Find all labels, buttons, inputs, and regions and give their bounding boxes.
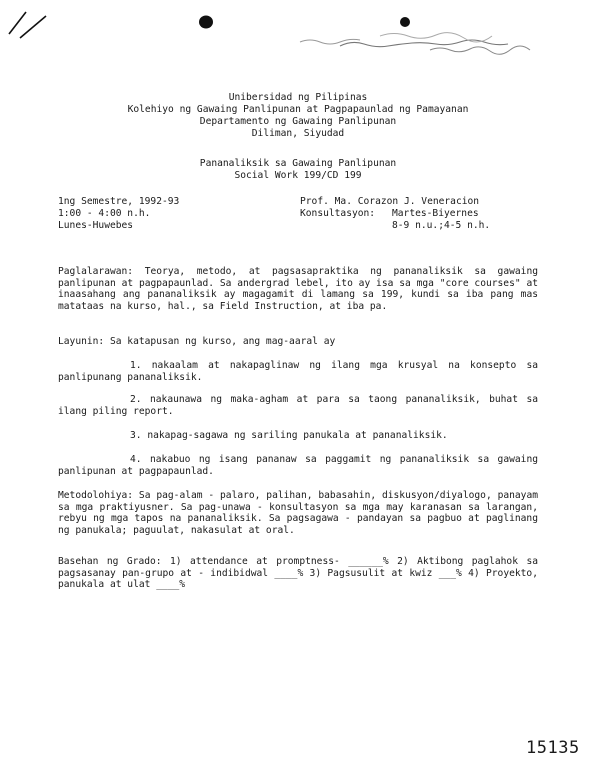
objective-item: 1. nakaalam at nakapaglinaw ng ilang mga krusyal na konsepto sa panlipunang pananaliksik.: [58, 360, 538, 383]
department-name: Departamento ng Gawaing Panlipunan: [199, 116, 397, 127]
grading-paragraph: Basehan ng Grado: 1) attendance at promptness- ______% 2) Aktibong paglahok sa pagsasanay pan-grupo at - indibidwal ____% 3) Pagsusulit at kwiz ___% 4) Proyekto, panukala at ulat ____%: [58, 556, 538, 591]
course-code: Social Work 199/CD 199: [234, 170, 362, 181]
semester: 1ng Semestre, 1992-93: [58, 196, 180, 207]
class-time: 1:00 - 4:00 n.h.: [58, 208, 151, 219]
location: Diliman, Siyudad: [251, 128, 345, 139]
objective-item: 3. nakapag-sagawa ng sariling panukala at pananaliksik.: [130, 430, 448, 441]
faint-handwriting-scribble: [280, 16, 570, 56]
description-paragraph: Paglalarawan: Teorya, metodo, at pagsasapraktika ng pananaliksik sa gawaing panlipunan at pagpapaunlad. Sa andergrad lebel, ito ay isa sa mga "core courses" at inaasahang ang pananaliksik ay magagamit di lamang sa 199, kundi sa iba pang mas matataas na kurso, hal., sa Field Instruction, at iba pa.: [58, 266, 538, 312]
consultation-time: 8-9 n.u.;4-5 n.h.: [392, 220, 491, 231]
university-name: Unibersidad ng Pilipinas: [228, 92, 368, 103]
college-name: Kolehiyo ng Gawaing Panlipunan at Pagpapaunlad ng Pamayanan: [127, 104, 469, 115]
objective-item: 4. nakabuo ng isang pananaw sa paggamit ng pananaliksik sa gawaing panlipunan at pagpapaunlad.: [58, 454, 538, 477]
document-number: 15135: [526, 738, 580, 758]
methodology-paragraph: Metodolohiya: Sa pag-alam - palaro, palihan, babasahin, diskusyon/diyalogo, panayam sa mga praktiyusner. Sa pag-unawa - konsultasyon sa mga may karanasan sa larangan, rebyu ng mga tapos na pananaliksik. Sa pagsagawa - pandayan sa pagbuo at paglinang ng panukala; paguulat, nakasulat at oral.: [58, 490, 538, 536]
instructor-name: Prof. Ma. Corazon J. Veneracion: [300, 196, 480, 207]
ink-blot: [198, 14, 214, 30]
pen-slash-mark: [6, 4, 52, 40]
objective-item: 2. nakaunawa ng maka-agham at para sa taong pananaliksik, buhat sa ilang piling report.: [58, 394, 538, 417]
course-title: Pananaliksik sa Gawaing Panlipunan: [199, 158, 397, 169]
objectives-intro: Layunin: Sa katapusan ng kurso, ang mag-aaral ay: [58, 336, 336, 347]
consultation-days: Martes-Biyernes: [392, 208, 479, 219]
consultation-label: Konsultasyon:: [300, 208, 376, 219]
class-days: Lunes-Huwebes: [58, 220, 134, 231]
